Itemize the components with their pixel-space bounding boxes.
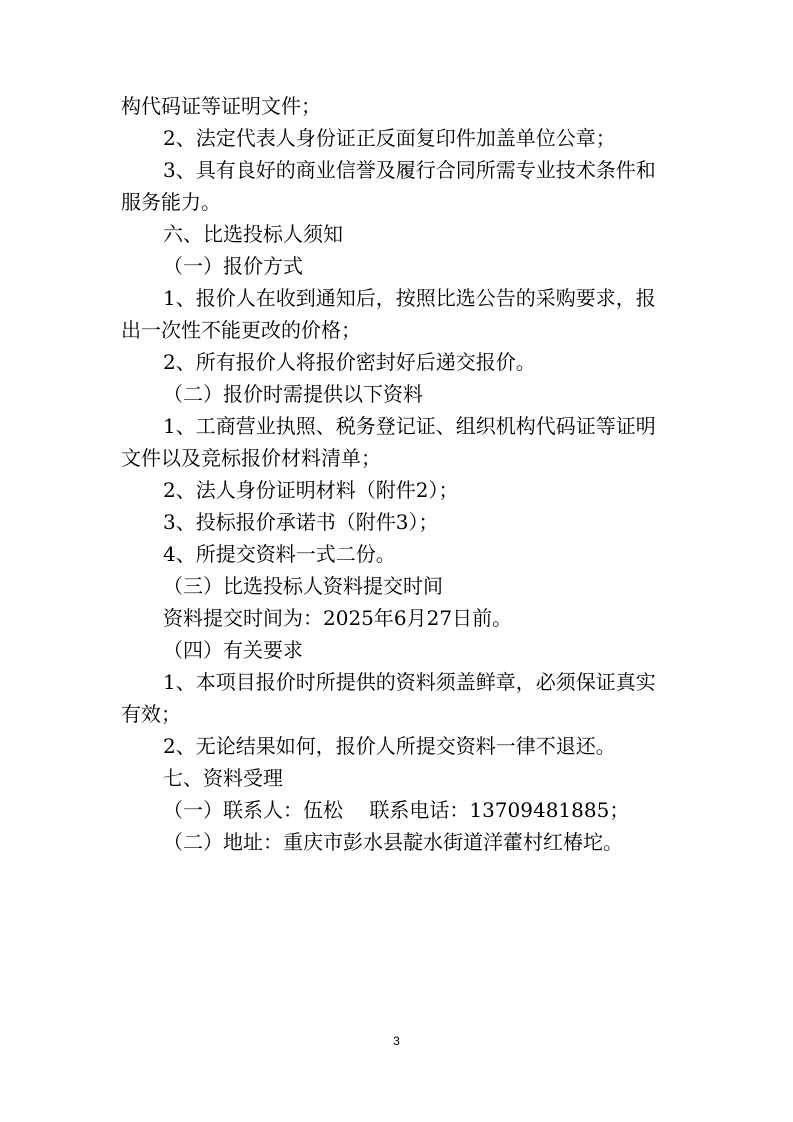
text-line: 构代码证等证明文件； — [121, 94, 321, 118]
text-line: 1、报价人在收到通知后，按照比选公告的采购要求，报 — [163, 286, 656, 310]
text-line: 2、法定代表人身份证正反面复印件加盖单位公章； — [163, 126, 616, 150]
page-number: 3 — [393, 1034, 400, 1048]
text-line: 六、比选投标人须知 — [163, 222, 343, 246]
text-line: 2、所有报价人将报价密封好后递交报价。 — [163, 350, 536, 374]
text-line: 1、工商营业执照、税务登记证、组织机构代码证等证明 — [163, 414, 656, 438]
text-line: （一）报价方式 — [163, 254, 303, 278]
text-line: （四）有关要求 — [163, 638, 303, 662]
text-line: （二）报价时需提供以下资料 — [163, 382, 423, 406]
text-line: 4、所提交资料一式二份。 — [163, 542, 396, 566]
text-line: 有效； — [121, 702, 181, 726]
text-line: 服务能力。 — [121, 190, 221, 214]
text-line: 2、无论结果如何，报价人所提交资料一律不退还。 — [163, 734, 616, 758]
text-line: 1、本项目报价时所提供的资料须盖鲜章，必须保证真实 — [163, 670, 656, 694]
text-line: 七、资料受理 — [163, 766, 283, 790]
text-line: 3、投标报价承诺书（附件3）； — [163, 510, 439, 534]
text-line: （一）联系人：伍松 联系电话：13709481885； — [163, 798, 630, 822]
text-line: 出一次性不能更改的价格； — [121, 318, 361, 342]
text-line: 2、法人身份证明材料（附件2）； — [163, 478, 459, 502]
text-line: 资料提交时间为：2025年6月27日前。 — [163, 606, 513, 630]
text-line: （三）比选投标人资料提交时间 — [163, 574, 443, 598]
text-line: 文件以及竞标报价材料清单； — [121, 446, 381, 470]
document-body — [121, 90, 681, 858]
text-line: （二）地址：重庆市彭水县靛水街道洋藿村红椿坨。 — [163, 830, 623, 854]
text-line: 3、具有良好的商业信誉及履行合同所需专业技术条件和 — [163, 158, 656, 182]
